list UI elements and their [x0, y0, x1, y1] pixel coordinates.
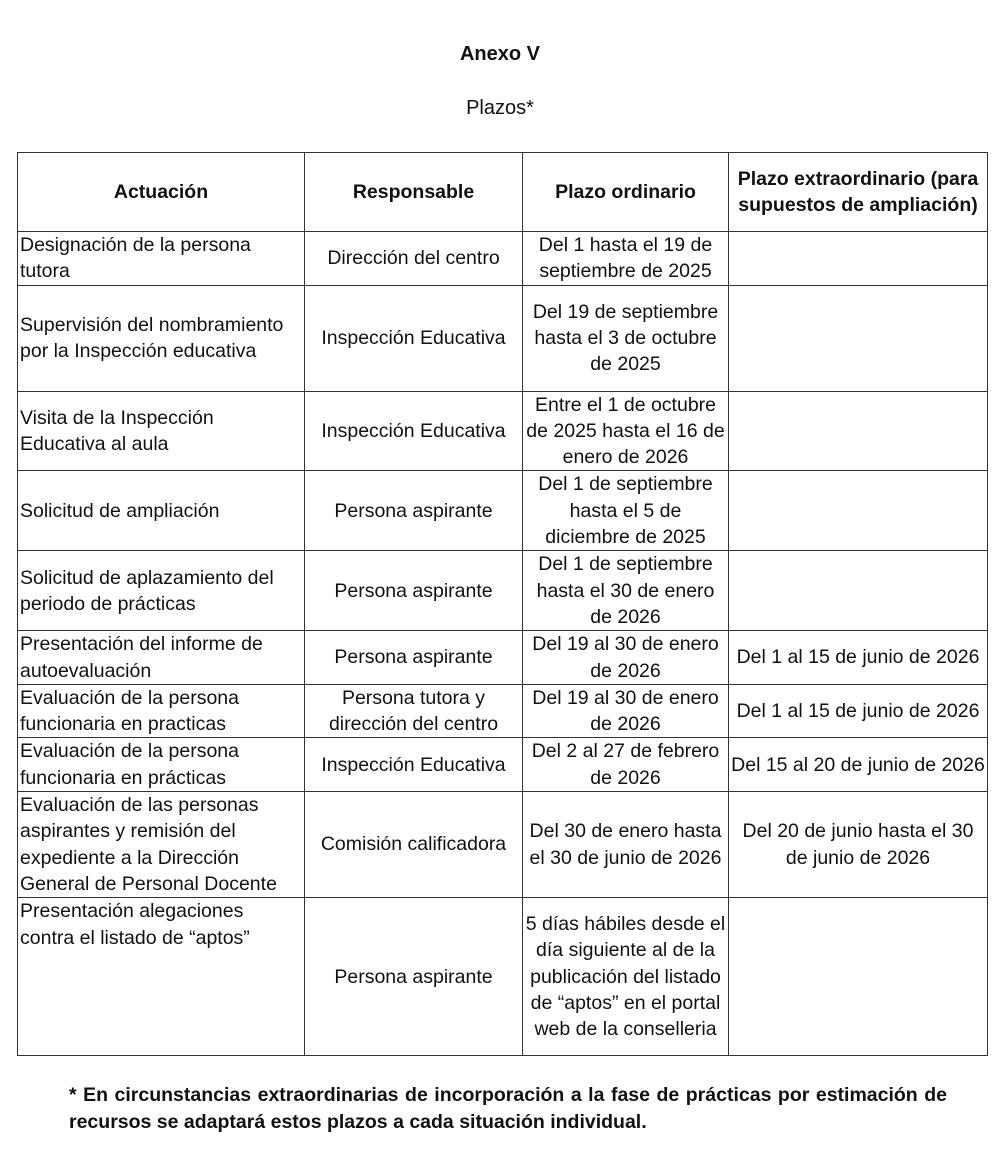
footnote: * En circunstancias extraordinarias de incorporación a la fase de prácticas por estimación de recursos se adaptará estos plazos a cada situación individual.: [69, 1084, 947, 1133]
table-row: [18, 391, 988, 471]
cell-actuacion: Supervisión del nombramiento por la Inspección educativa: [18, 285, 305, 391]
cell-responsable: Persona aspirante: [305, 551, 523, 631]
plazos-table: [17, 152, 988, 1056]
cell-responsable: Inspección Educativa: [305, 391, 523, 471]
cell-responsable: Persona aspirante: [305, 631, 523, 685]
cell-actuacion: Visita de la Inspección Educativa al aula: [18, 391, 305, 471]
cell-plazo-extraordinario: Del 20 de junio hasta el 30 de junio de 2026: [729, 792, 988, 898]
cell-actuacion: Presentación del informe de autoevaluación: [18, 631, 305, 685]
cell-responsable: Inspección Educativa: [305, 738, 523, 792]
cell-actuacion: Evaluación de la persona funcionaria en practicas: [18, 684, 305, 738]
table-row: [18, 631, 988, 685]
cell-plazo-extraordinario: [729, 898, 988, 1056]
cell-actuacion: Evaluación de la persona funcionaria en prácticas: [18, 738, 305, 792]
table-row: [18, 551, 988, 631]
table-row: [18, 285, 988, 391]
cell-responsable: Comisión calificadora: [305, 792, 523, 898]
cell-plazo-ordinario: Del 30 de enero hasta el 30 de junio de 2026: [523, 792, 729, 898]
cell-responsable: Persona aspirante: [305, 471, 523, 551]
header-plazo-ordinario: Plazo ordinario: [523, 153, 729, 232]
cell-responsable: Persona tutora y dirección del centro: [305, 684, 523, 738]
table-row: [18, 738, 988, 792]
cell-plazo-ordinario: Del 1 de septiembre hasta el 5 de diciembre de 2025: [523, 471, 729, 551]
cell-plazo-ordinario: Del 19 de septiembre hasta el 3 de octubre de 2025: [523, 285, 729, 391]
cell-plazo-ordinario: Del 1 hasta el 19 de septiembre de 2025: [523, 232, 729, 286]
table-row: [18, 471, 988, 551]
cell-plazo-ordinario: Del 2 al 27 de febrero de 2026: [523, 738, 729, 792]
cell-actuacion: Evaluación de las personas aspirantes y remisión del expediente a la Dirección General de Personal Docente: [18, 792, 305, 898]
cell-plazo-extraordinario: [729, 232, 988, 286]
cell-plazo-extraordinario: Del 1 al 15 de junio de 2026: [729, 631, 988, 685]
cell-responsable: Persona aspirante: [305, 898, 523, 1056]
cell-actuacion: Solicitud de ampliación: [18, 471, 305, 551]
cell-responsable: Dirección del centro: [305, 232, 523, 286]
table-row: [18, 792, 988, 898]
cell-actuacion: Designación de la persona tutora: [18, 232, 305, 286]
table-header-row: [18, 153, 988, 232]
cell-responsable: Inspección Educativa: [305, 285, 523, 391]
cell-plazo-ordinario: Del 1 de septiembre hasta el 30 de enero de 2026: [523, 551, 729, 631]
cell-plazo-extraordinario: [729, 285, 988, 391]
cell-plazo-ordinario: Entre el 1 de octubre de 2025 hasta el 16 de enero de 2026: [523, 391, 729, 471]
header-actuacion: Actuación: [18, 153, 305, 232]
cell-plazo-ordinario: Del 19 al 30 de enero de 2026: [523, 684, 729, 738]
table-row: [18, 684, 988, 738]
header-responsable: Responsable: [305, 153, 523, 232]
cell-actuacion: Presentación alegaciones contra el listado de “aptos”: [18, 898, 305, 1056]
cell-plazo-extraordinario: Del 1 al 15 de junio de 2026: [729, 684, 988, 738]
cell-plazo-extraordinario: [729, 471, 988, 551]
cell-plazo-extraordinario: [729, 551, 988, 631]
document-subtitle: Plazos*: [466, 97, 534, 119]
cell-plazo-ordinario: 5 días hábiles desde el día siguiente al de la publicación del listado de “aptos” en el portal web de la conselleria: [523, 898, 729, 1056]
document-title: Anexo V: [459, 43, 541, 65]
cell-plazo-extraordinario: Del 15 al 20 de junio de 2026: [729, 738, 988, 792]
table-row: [18, 232, 988, 286]
cell-plazo-extraordinario: [729, 391, 988, 471]
cell-actuacion: Solicitud de aplazamiento del periodo de prácticas: [18, 551, 305, 631]
header-plazo-extraordinario: Plazo extraordinario (para supuestos de ampliación): [729, 153, 988, 232]
table-row: [18, 898, 988, 1056]
cell-plazo-ordinario: Del 19 al 30 de enero de 2026: [523, 631, 729, 685]
